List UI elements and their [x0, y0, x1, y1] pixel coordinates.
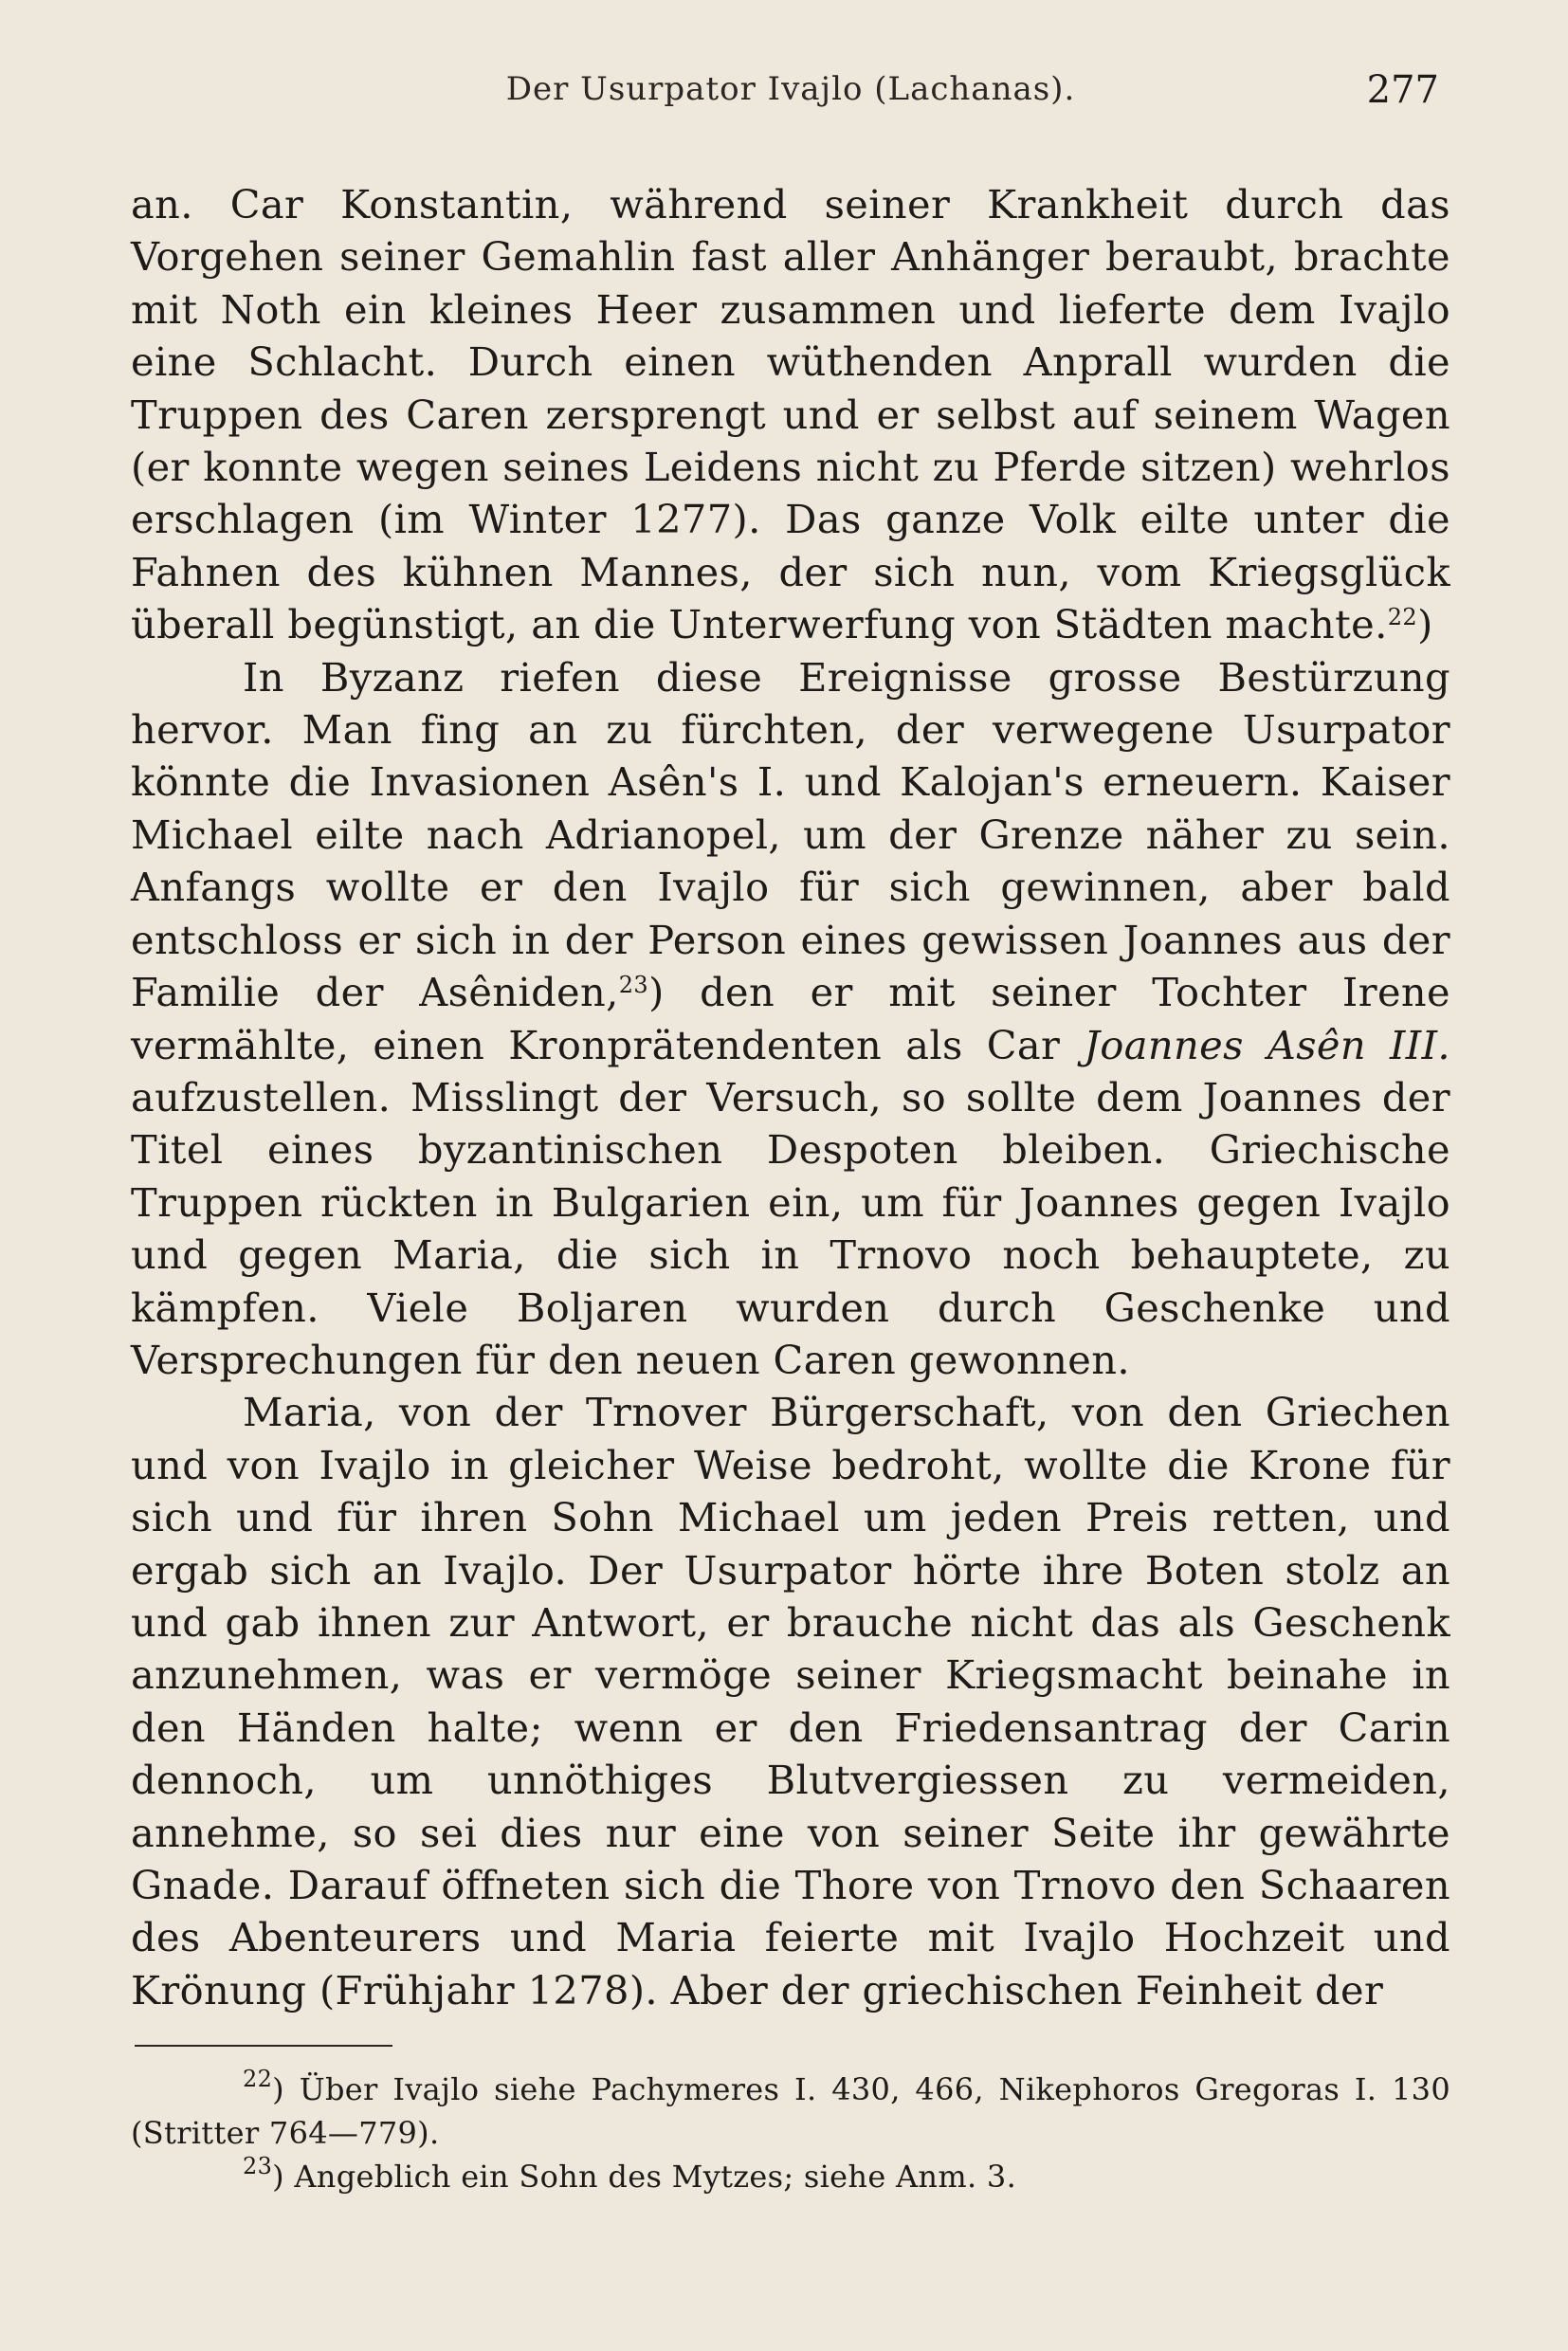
paragraph-2	[131, 651, 1450, 1387]
paragraph-2-text-b: ) den er mit seiner Tochter Irene vermählte, einen Kronprätendenten als Car	[131, 969, 1450, 1068]
italic-name: Joannes Asên III.	[1084, 1021, 1450, 1068]
running-title: Der Usurpator Ivajlo (Lachanas).	[505, 70, 1076, 108]
main-text	[131, 178, 1450, 2016]
footnote-ref-23: 23	[618, 972, 649, 999]
page-number: 277	[1366, 68, 1439, 112]
footnote-marker-22: 22	[243, 2066, 273, 2093]
footnote-ref-22: 22	[1387, 604, 1418, 631]
book-page	[131, 63, 1450, 2319]
paragraph-1-text: an. Car Konstantin, während seiner Krankheit durch das Vorgehen seiner Gemahlin fast aller Anhänger beraubt, brachte mit Noth ein kleines Heer zusammen und lieferte dem Ivajlo eine Schlacht. Durch einen wüthenden Anprall wurden die Truppen des Caren zersprengt und er selbst auf seinem Wagen (er konnte wegen seines Leidens nicht zu Pferde sitzen) wehrlos erschlagen (im Winter 1277). Das ganze Volk eilte unter die Fahnen des kühnen Mannes, der sich nun, vom Kriegsglück überall begünstigt, an die Unterwerfung von Städten machte.	[131, 181, 1450, 648]
paragraph-2-text-c: aufzustellen. Misslingt der Versuch, so sollte dem Joannes der Titel eines byzantinischen Despoten bleiben. Griechische Truppen rückten in Bulgarien ein, um für Joannes gegen Ivajlo und gegen Maria, die sich in Trnovo noch behauptete, zu kämpfen. Viele Boljaren wurden durch Geschenke und Versprechungen für den neuen Caren gewonnen.	[131, 1073, 1450, 1383]
paragraph-3-text: Maria, von der Trnover Bürgerschaft, von den Griechen und von Ivajlo in gleicher Weise bedroht, wollte die Krone für sich und für ihren Sohn Michael um jeden Preis retten, und ergab sich an Ivajlo. Der Usurpator hörte ihre Boten stolz an und gab ihnen zur Antwort, er brauche nicht das als Geschenk anzunehmen, was er vermöge seiner Kriegsmacht beinahe in den Händen halte; wenn er den Friedensantrag der Carin dennoch, um unnöthiges Blutvergiessen zu vermeiden, annehme, so sei dies nur eine von seiner Seite ihr gewährte Gnade. Darauf öffneten sich die Thore von Trnovo den Schaaren des Abenteurers und Maria feierte mit Ivajlo Hochzeit und Krönung (Frühjahr 1278). Aber der griechischen Feinheit der	[131, 1389, 1450, 2014]
footnotes	[131, 2068, 1450, 2198]
paragraph-3	[131, 1386, 1450, 2016]
paragraph-1	[131, 178, 1450, 651]
footnote-marker-23: 23	[243, 2153, 273, 2180]
footnote-rule	[135, 2045, 392, 2047]
page-header	[131, 63, 1450, 123]
footnote-22-text: ) Über Ivajlo siehe Pachymeres I. 430, 466, Nikephoros Gregoras I. 130 (Stritter 764—779).	[131, 2071, 1450, 2152]
footnote-22	[131, 2068, 1450, 2155]
footnote-ref-22-close: )	[1417, 601, 1433, 648]
paragraph-2-text-a: In Byzanz riefen diese Ereignisse grosse Bestürzung hervor. Man fing an zu fürchten, der verwegene Usurpator könnte die Invasionen Asên's I. und Kalojan's erneuern. Kaiser Michael eilte nach Adrianopel, um der Grenze näher zu sein. Anfangs wollte er den Ivajlo für sich gewinnen, aber bald entschloss er sich in der Person eines gewissen Joannes aus der Familie der Asêniden,	[131, 653, 1450, 1016]
footnote-23-text: ) Angeblich ein Sohn des Mytzes; siehe Anm. 3.	[272, 2159, 1017, 2196]
footnote-23	[131, 2155, 1450, 2198]
